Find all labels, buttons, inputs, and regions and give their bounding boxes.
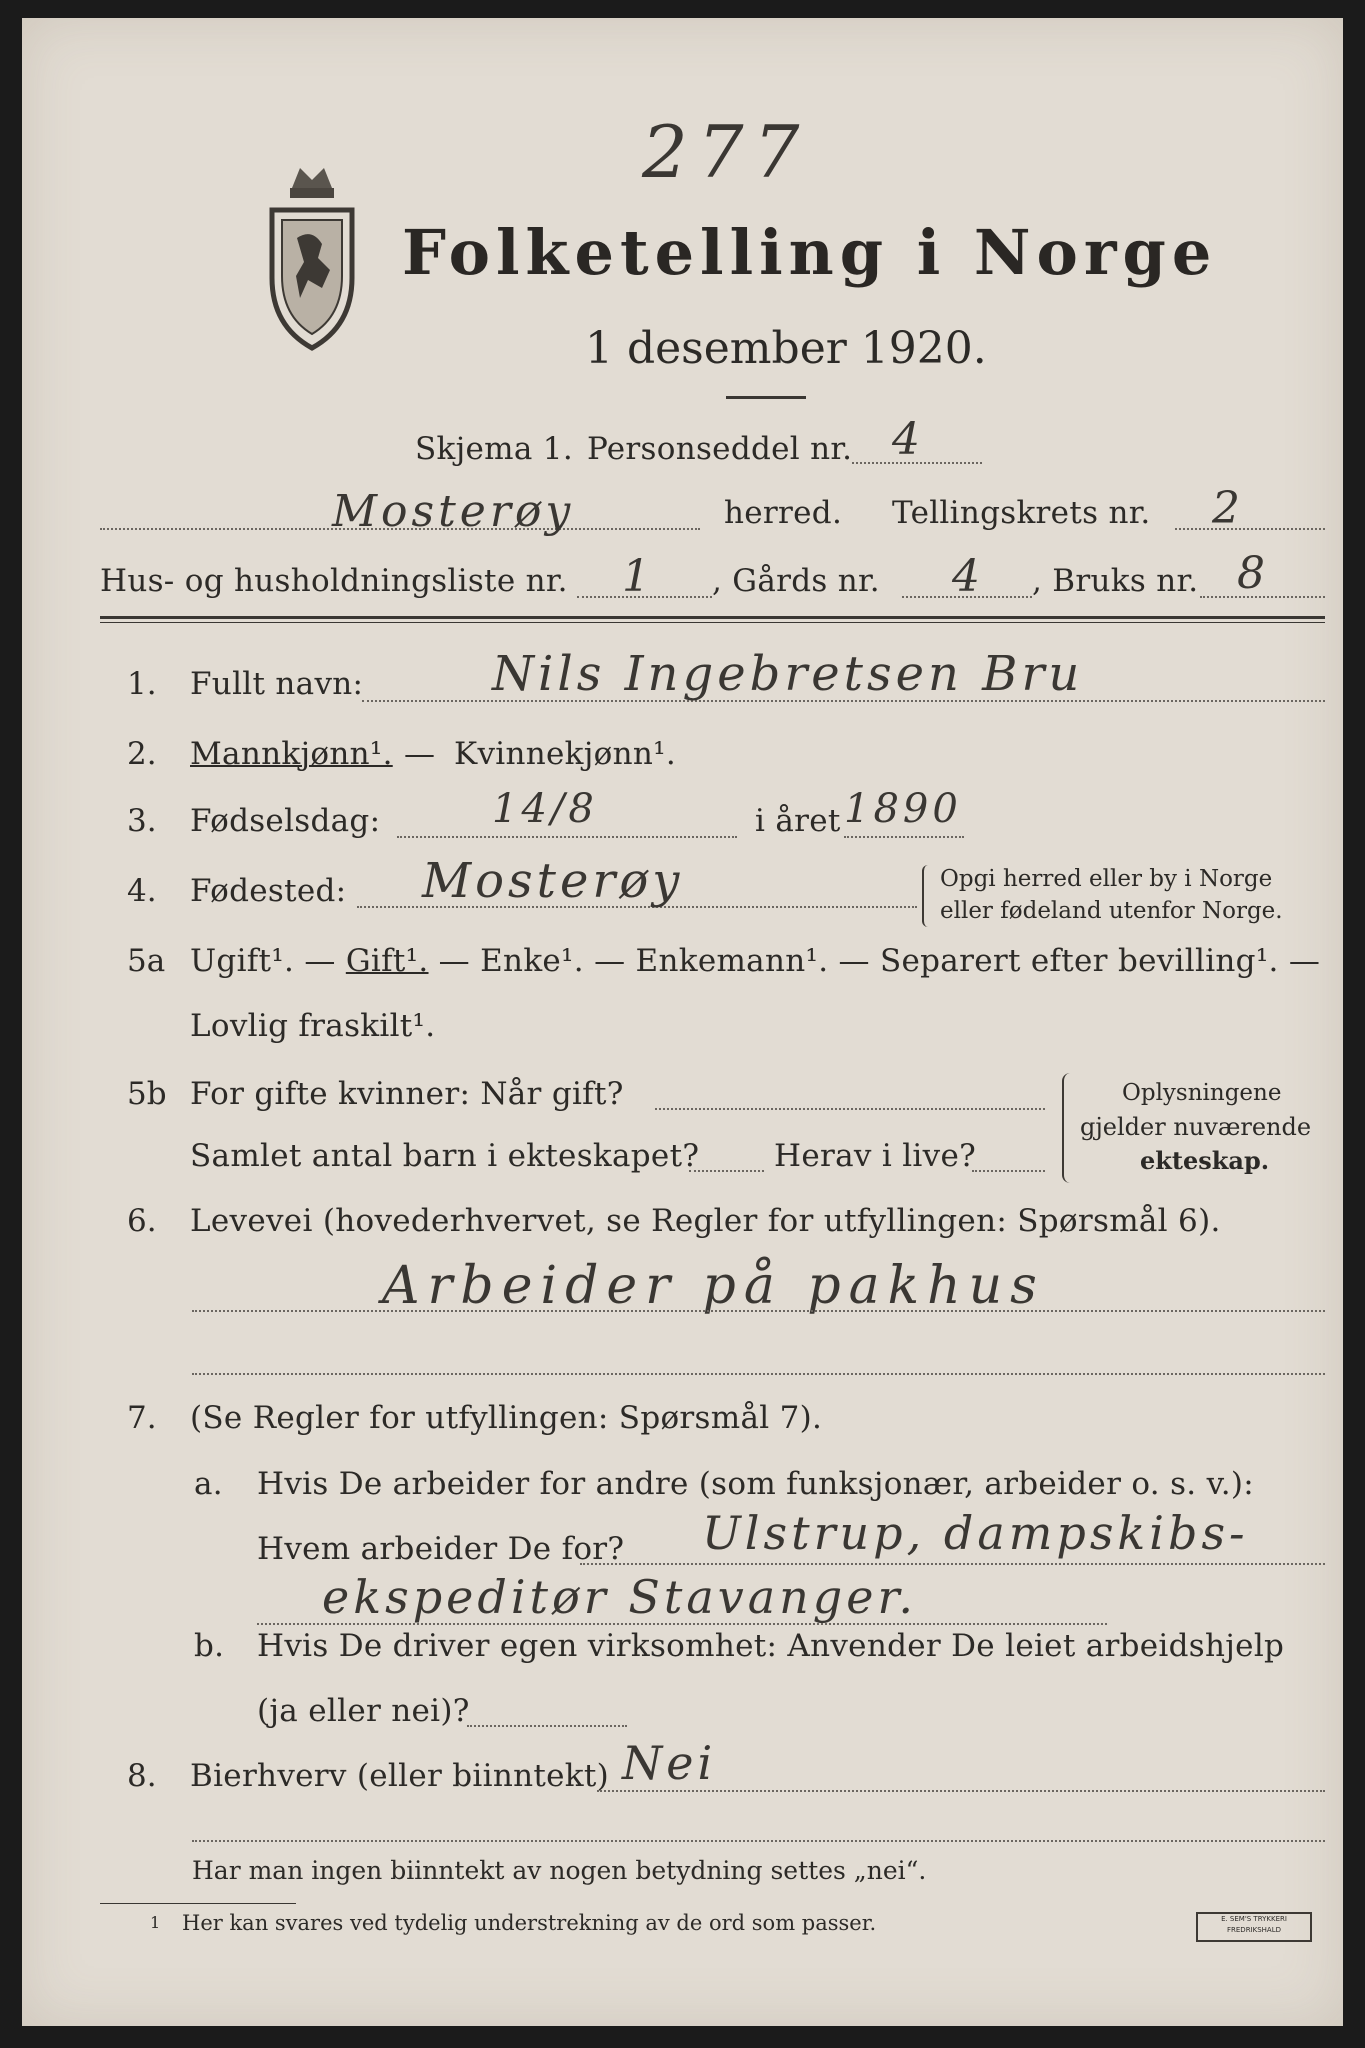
gards-label: , Gårds nr. — [712, 563, 880, 599]
hired-help-field-line — [467, 1725, 627, 1727]
side-income-value[interactable]: Nei — [622, 1736, 717, 1790]
children-alive-label: Herav i live? — [774, 1138, 977, 1174]
full-name-value[interactable]: Nils Ingebretsen Bru — [492, 646, 1084, 702]
children-alive-field-line — [972, 1170, 1045, 1172]
coat-of-arms-icon — [252, 158, 372, 358]
year-field-line — [844, 836, 964, 838]
q7-label: (Se Regler for utfyllingen: Spørsmål 7). — [190, 1400, 823, 1436]
tellingskrets-value[interactable]: 2 — [1212, 483, 1244, 534]
male-option[interactable]: Mannkjønn¹. — [190, 736, 393, 772]
birthday-value[interactable]: 14/8 — [492, 786, 598, 832]
female-option[interactable]: Kvinnekjønn¹. — [454, 736, 677, 772]
year-label: i året — [755, 803, 841, 839]
q7a-text: Hvis De arbeider for andre (som funksjonær, arbeider o. s. v.): — [257, 1466, 1255, 1502]
divorced-option[interactable]: Lovlig fraskilt¹. — [190, 1008, 436, 1044]
q7a-letter: a. — [194, 1466, 223, 1502]
married-when-field-line — [655, 1108, 1045, 1110]
occupation-value[interactable]: Arbeider på pakhus — [382, 1256, 1045, 1316]
q7-number: 7. — [127, 1400, 157, 1436]
herred-label: herred. — [724, 495, 843, 531]
tellingskrets-field-line — [1175, 528, 1325, 530]
unmarried-option[interactable]: Ugift¹. — — [190, 943, 346, 979]
q5b-note-line2: gjelder nuværende — [1080, 1113, 1312, 1141]
q7b-letter: b. — [194, 1628, 225, 1664]
footer-note: Har man ingen biinntekt av nogen betydning settes „nei“. — [192, 1856, 927, 1885]
hired-help-label: (ja eller nei)? — [257, 1693, 470, 1729]
q5b-number: 5b — [127, 1076, 167, 1112]
q5b-note-line1: Oplysningene — [1122, 1080, 1282, 1106]
footnote-rule — [100, 1903, 296, 1904]
q1-number: 1. — [127, 666, 157, 702]
herred-value[interactable]: Mosterøy — [332, 486, 575, 537]
footnote-mark: 1 — [150, 1913, 161, 1932]
header-rule-bottom — [100, 622, 1325, 623]
q3-label: Fødselsdag: — [190, 803, 381, 839]
children-count-field-line — [689, 1170, 764, 1172]
title-divider — [726, 396, 806, 399]
q5a-number: 5a — [127, 943, 166, 979]
married-option[interactable]: Gift¹. — [345, 943, 429, 979]
bruks-value[interactable]: 8 — [1237, 548, 1269, 599]
bruks-label: , Bruks nr. — [1032, 563, 1199, 599]
q1-label: Fullt navn: — [190, 666, 364, 702]
q2-number: 2. — [127, 736, 157, 772]
q4-note-line2: eller fødeland utenfor Norge. — [940, 898, 1283, 924]
married-when-label: For gifte kvinner: Når gift? — [190, 1076, 624, 1112]
tellingskrets-label: Tellingskrets nr. — [892, 495, 1151, 531]
side-income-field-line — [597, 1790, 1325, 1792]
occupation-field-line-1 — [192, 1310, 1325, 1312]
q4-label: Fødested: — [190, 873, 347, 909]
q3-number: 3. — [127, 803, 157, 839]
census-form-sheet — [22, 18, 1343, 2026]
form-number: 277 — [642, 110, 810, 194]
husholdningsliste-label: Hus- og husholdningsliste nr. — [100, 563, 568, 599]
q5a-line1 — [190, 943, 1320, 979]
footnote-text: Her kan svares ved tydelig understrekning av de ord som passer. — [182, 1911, 877, 1935]
side-income-field-line-2 — [192, 1840, 1325, 1842]
q5b-note-line3: ekteskap. — [1140, 1146, 1270, 1175]
personseddel-value[interactable]: 4 — [892, 414, 924, 465]
q7b-text: Hvis De driver egen virksomhet: Anvender De leiet arbeidshjelp — [257, 1628, 1285, 1664]
employer-field-line-1 — [580, 1563, 1325, 1565]
q4-note-line1: Opgi herred eller by i Norge — [940, 866, 1273, 892]
form-date: 1 desember 1920. — [585, 323, 987, 374]
q3-field-line — [397, 836, 737, 838]
personseddel-label: Personseddel nr. — [587, 431, 853, 467]
children-count-label: Samlet antal barn i ekteskapet? — [190, 1138, 700, 1174]
form-title: Folketelling i Norge — [402, 216, 1218, 289]
employer-label: Hvem arbeider De for? — [257, 1531, 625, 1567]
schema-label: Skjema 1. — [415, 431, 573, 467]
q6-number: 6. — [127, 1203, 157, 1239]
q4-note-brace — [922, 865, 928, 927]
employer-value-line1[interactable]: Ulstrup, dampskibs- — [702, 1506, 1249, 1560]
header-rule-top — [100, 616, 1325, 619]
birth-year-value[interactable]: 1890 — [844, 786, 962, 832]
q4-number: 4. — [127, 873, 157, 909]
q8-label: Bierhverv (eller biinntekt) — [190, 1758, 610, 1794]
occupation-field-line-2 — [192, 1373, 1325, 1375]
q5a-other-options[interactable]: — Enke¹. — Enkemann¹. — Separert efter bevilling¹. — — [428, 943, 1321, 979]
husholdningsliste-value[interactable]: 1 — [622, 551, 654, 602]
q2-separator: — — [404, 736, 436, 772]
q6-label: Levevei (hovederhvervet, se Regler for utfyllingen: Spørsmål 6). — [190, 1203, 1221, 1239]
employer-value-line2[interactable]: ekspeditør Stavanger. — [322, 1570, 918, 1624]
printer-stamp: E. SEM'S TRYKKERI FREDRIKSHALD — [1196, 1912, 1312, 1942]
gards-value[interactable]: 4 — [952, 551, 984, 602]
birthplace-value[interactable]: Mosterøy — [422, 853, 684, 909]
q5b-note-brace — [1062, 1073, 1070, 1183]
q8-number: 8. — [127, 1758, 157, 1794]
